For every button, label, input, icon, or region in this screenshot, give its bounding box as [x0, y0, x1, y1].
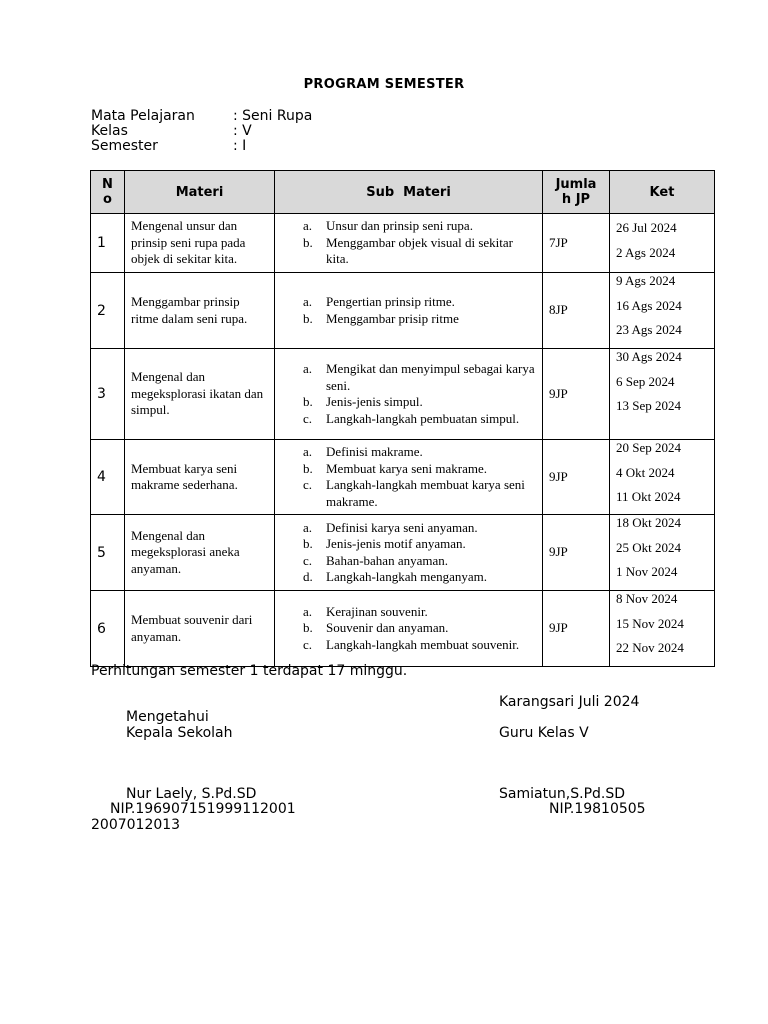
sub-materi-item — [275, 361, 542, 394]
info-semester — [91, 139, 246, 154]
materi-cell: Mengenal dan megeksplorasi ikatan dan simpul. — [125, 349, 275, 440]
sub-materi-text: Langkah-langkah membuat souvenir. — [326, 636, 520, 652]
ket-date: 13 Sep 2024 — [616, 398, 681, 414]
sub-materi-cell — [275, 440, 543, 515]
table-row — [91, 349, 715, 440]
sub-materi-text: Bahan-bahan anyaman. — [326, 552, 449, 568]
sub-materi-text: Membuat karya seni makrame. — [326, 460, 487, 476]
sub-materi-item — [275, 411, 542, 428]
semester-table — [90, 170, 715, 667]
jp-cell: 9JP — [543, 349, 610, 440]
jp-cell: 7JP — [543, 214, 610, 273]
sub-materi-text: Souvenir dan anyaman. — [326, 620, 449, 636]
sign-left-line1: Mengetahui — [126, 709, 209, 725]
ket-date: 22 Nov 2024 — [616, 640, 684, 656]
sub-materi-text: Mengikat dan menyimpul sebagai karya seni. — [326, 361, 535, 393]
sub-materi-text: Menggambar objek visual di sekitar kita. — [326, 234, 514, 267]
sub-materi-text: Langkah-langkah membuat karya seni makrame. — [326, 477, 525, 509]
row-number: 2 — [91, 273, 125, 349]
ket-date: 6 Sep 2024 — [616, 373, 675, 389]
ket-date: 16 Ags 2024 — [616, 297, 682, 313]
list-marker: a. — [303, 603, 313, 619]
sub-materi-text: Definisi makrame. — [326, 444, 423, 460]
header-materi: Materi — [125, 171, 275, 214]
sub-materi-text: Langkah-langkah pembuatan simpul. — [326, 410, 520, 426]
sub-materi-cell — [275, 214, 543, 273]
sub-materi-item — [275, 604, 542, 621]
materi-cell: Membuat souvenir dari anyaman. — [125, 591, 275, 667]
list-marker: a. — [303, 361, 313, 376]
teacher-nip-continued: 2007012013 — [91, 817, 181, 833]
sub-materi-item — [275, 520, 542, 537]
info-label: Mata Pelajaran — [91, 108, 195, 124]
sub-materi-item — [275, 294, 542, 311]
materi-cell: Mengenal unsur dan prinsip seni rupa pada objek di sekitar kita. — [125, 214, 275, 273]
place-date: Karangsari Juli 2024 — [499, 694, 640, 710]
list-marker: b. — [303, 460, 313, 476]
sub-materi-item — [275, 536, 542, 553]
table-row — [91, 440, 715, 515]
page-title: PROGRAM SEMESTER — [303, 77, 465, 92]
sub-materi-item — [275, 394, 542, 411]
info-label: Kelas — [91, 123, 128, 139]
sub-materi-item — [275, 569, 542, 586]
list-marker: c. — [303, 477, 313, 493]
list-marker: b. — [303, 620, 313, 636]
sub-materi-cell — [275, 515, 543, 591]
row-number: 1 — [91, 214, 125, 273]
row-number: 3 — [91, 349, 125, 440]
sub-materi-item — [275, 620, 542, 637]
sub-materi-item — [275, 553, 542, 570]
info-value: : Seni Rupa — [233, 108, 313, 124]
sub-materi-text: Unsur dan prinsip seni rupa. — [326, 218, 473, 234]
sub-materi-text: Pengertian prinsip ritme. — [326, 294, 455, 309]
materi-cell: Mengenal dan megeksplorasi aneka anyaman. — [125, 515, 275, 591]
list-marker: a. — [303, 218, 313, 234]
info-subject — [91, 109, 312, 124]
ket-date: 15 Nov 2024 — [616, 615, 684, 631]
principal-name: Nur Laely, S.Pd.SD — [126, 786, 257, 802]
sign-right-line2: Guru Kelas V — [499, 725, 589, 741]
table-row — [91, 214, 715, 273]
list-marker: b. — [303, 234, 313, 250]
sub-materi-item — [275, 477, 542, 510]
row-number: 5 — [91, 515, 125, 591]
ket-date: 30 Ags 2024 — [616, 349, 682, 364]
ket-date: 23 Ags 2024 — [616, 322, 682, 338]
header-ket: Ket — [610, 171, 715, 214]
sub-materi-cell — [275, 591, 543, 667]
sub-materi-cell — [275, 273, 543, 349]
list-marker: a. — [303, 519, 313, 535]
list-marker: a. — [303, 444, 313, 460]
sub-materi-text: Langkah-langkah menganyam. — [326, 569, 487, 585]
info-class — [91, 124, 252, 139]
materi-cell: Menggambar prinsip ritme dalam seni rupa. — [125, 273, 275, 349]
sub-materi-item — [275, 235, 542, 268]
table-row — [91, 273, 715, 349]
semester-note: Perhitungan semester 1 terdapat 17 minggu. — [91, 663, 408, 679]
row-number: 6 — [91, 591, 125, 667]
teacher-nip: NIP.19810505 — [549, 801, 646, 817]
ket-cell — [610, 214, 715, 273]
info-value: : V — [233, 123, 252, 139]
sub-materi-item — [275, 218, 542, 235]
sub-materi-item — [275, 637, 542, 654]
ket-date: 8 Nov 2024 — [616, 591, 678, 607]
ket-date: 2 Ags 2024 — [616, 244, 676, 260]
sub-materi-item — [275, 461, 542, 478]
table-row — [91, 515, 715, 591]
ket-date: 1 Nov 2024 — [616, 564, 678, 580]
sub-materi-item — [275, 311, 542, 328]
sub-materi-text: Menggambar prisip ritme — [326, 310, 459, 326]
sign-left-line2: Kepala Sekolah — [126, 725, 233, 741]
ket-cell — [610, 349, 715, 440]
sub-materi-text: Jenis-jenis motif anyaman. — [326, 536, 466, 552]
table-row — [91, 591, 715, 667]
ket-date: 18 Okt 2024 — [616, 515, 681, 531]
list-marker: b. — [303, 536, 313, 552]
teacher-name: Samiatun,S.Pd.SD — [499, 786, 626, 802]
row-number: 4 — [91, 440, 125, 515]
header-jumlah-jp: Jumla h JP — [543, 171, 610, 214]
ket-cell — [610, 515, 715, 591]
sub-materi-item — [275, 444, 542, 461]
sub-materi-text: Kerajinan souvenir. — [326, 603, 428, 619]
sub-materi-text: Jenis-jenis simpul. — [326, 394, 423, 409]
list-marker: b. — [303, 310, 313, 326]
jp-cell: 9JP — [543, 515, 610, 591]
list-marker: c. — [303, 410, 313, 426]
principal-nip: NIP.196907151999112001 — [110, 801, 296, 817]
ket-cell — [610, 273, 715, 349]
list-marker: c. — [303, 636, 313, 652]
info-label: Semester — [91, 138, 158, 154]
sub-materi-cell — [275, 349, 543, 440]
jp-cell: 8JP — [543, 273, 610, 349]
jp-cell: 9JP — [543, 591, 610, 667]
ket-date: 11 Okt 2024 — [616, 489, 681, 505]
info-value: : I — [233, 138, 247, 154]
ket-date: 9 Ags 2024 — [616, 273, 676, 288]
ket-date: 26 Jul 2024 — [616, 220, 677, 235]
sub-materi-text: Definisi karya seni anyaman. — [326, 519, 478, 535]
list-marker: b. — [303, 394, 313, 409]
table-header-row — [91, 171, 715, 214]
ket-date: 20 Sep 2024 — [616, 440, 681, 455]
ket-cell — [610, 440, 715, 515]
ket-date: 25 Okt 2024 — [616, 539, 681, 555]
header-no: N o — [91, 171, 125, 214]
jp-cell: 9JP — [543, 440, 610, 515]
list-marker: c. — [303, 552, 313, 568]
ket-date: 4 Okt 2024 — [616, 464, 675, 480]
list-marker: d. — [303, 569, 313, 585]
materi-cell: Membuat karya seni makrame sederhana. — [125, 440, 275, 515]
ket-cell — [610, 591, 715, 667]
list-marker: a. — [303, 294, 313, 309]
header-sub-materi: Sub Materi — [275, 171, 543, 214]
